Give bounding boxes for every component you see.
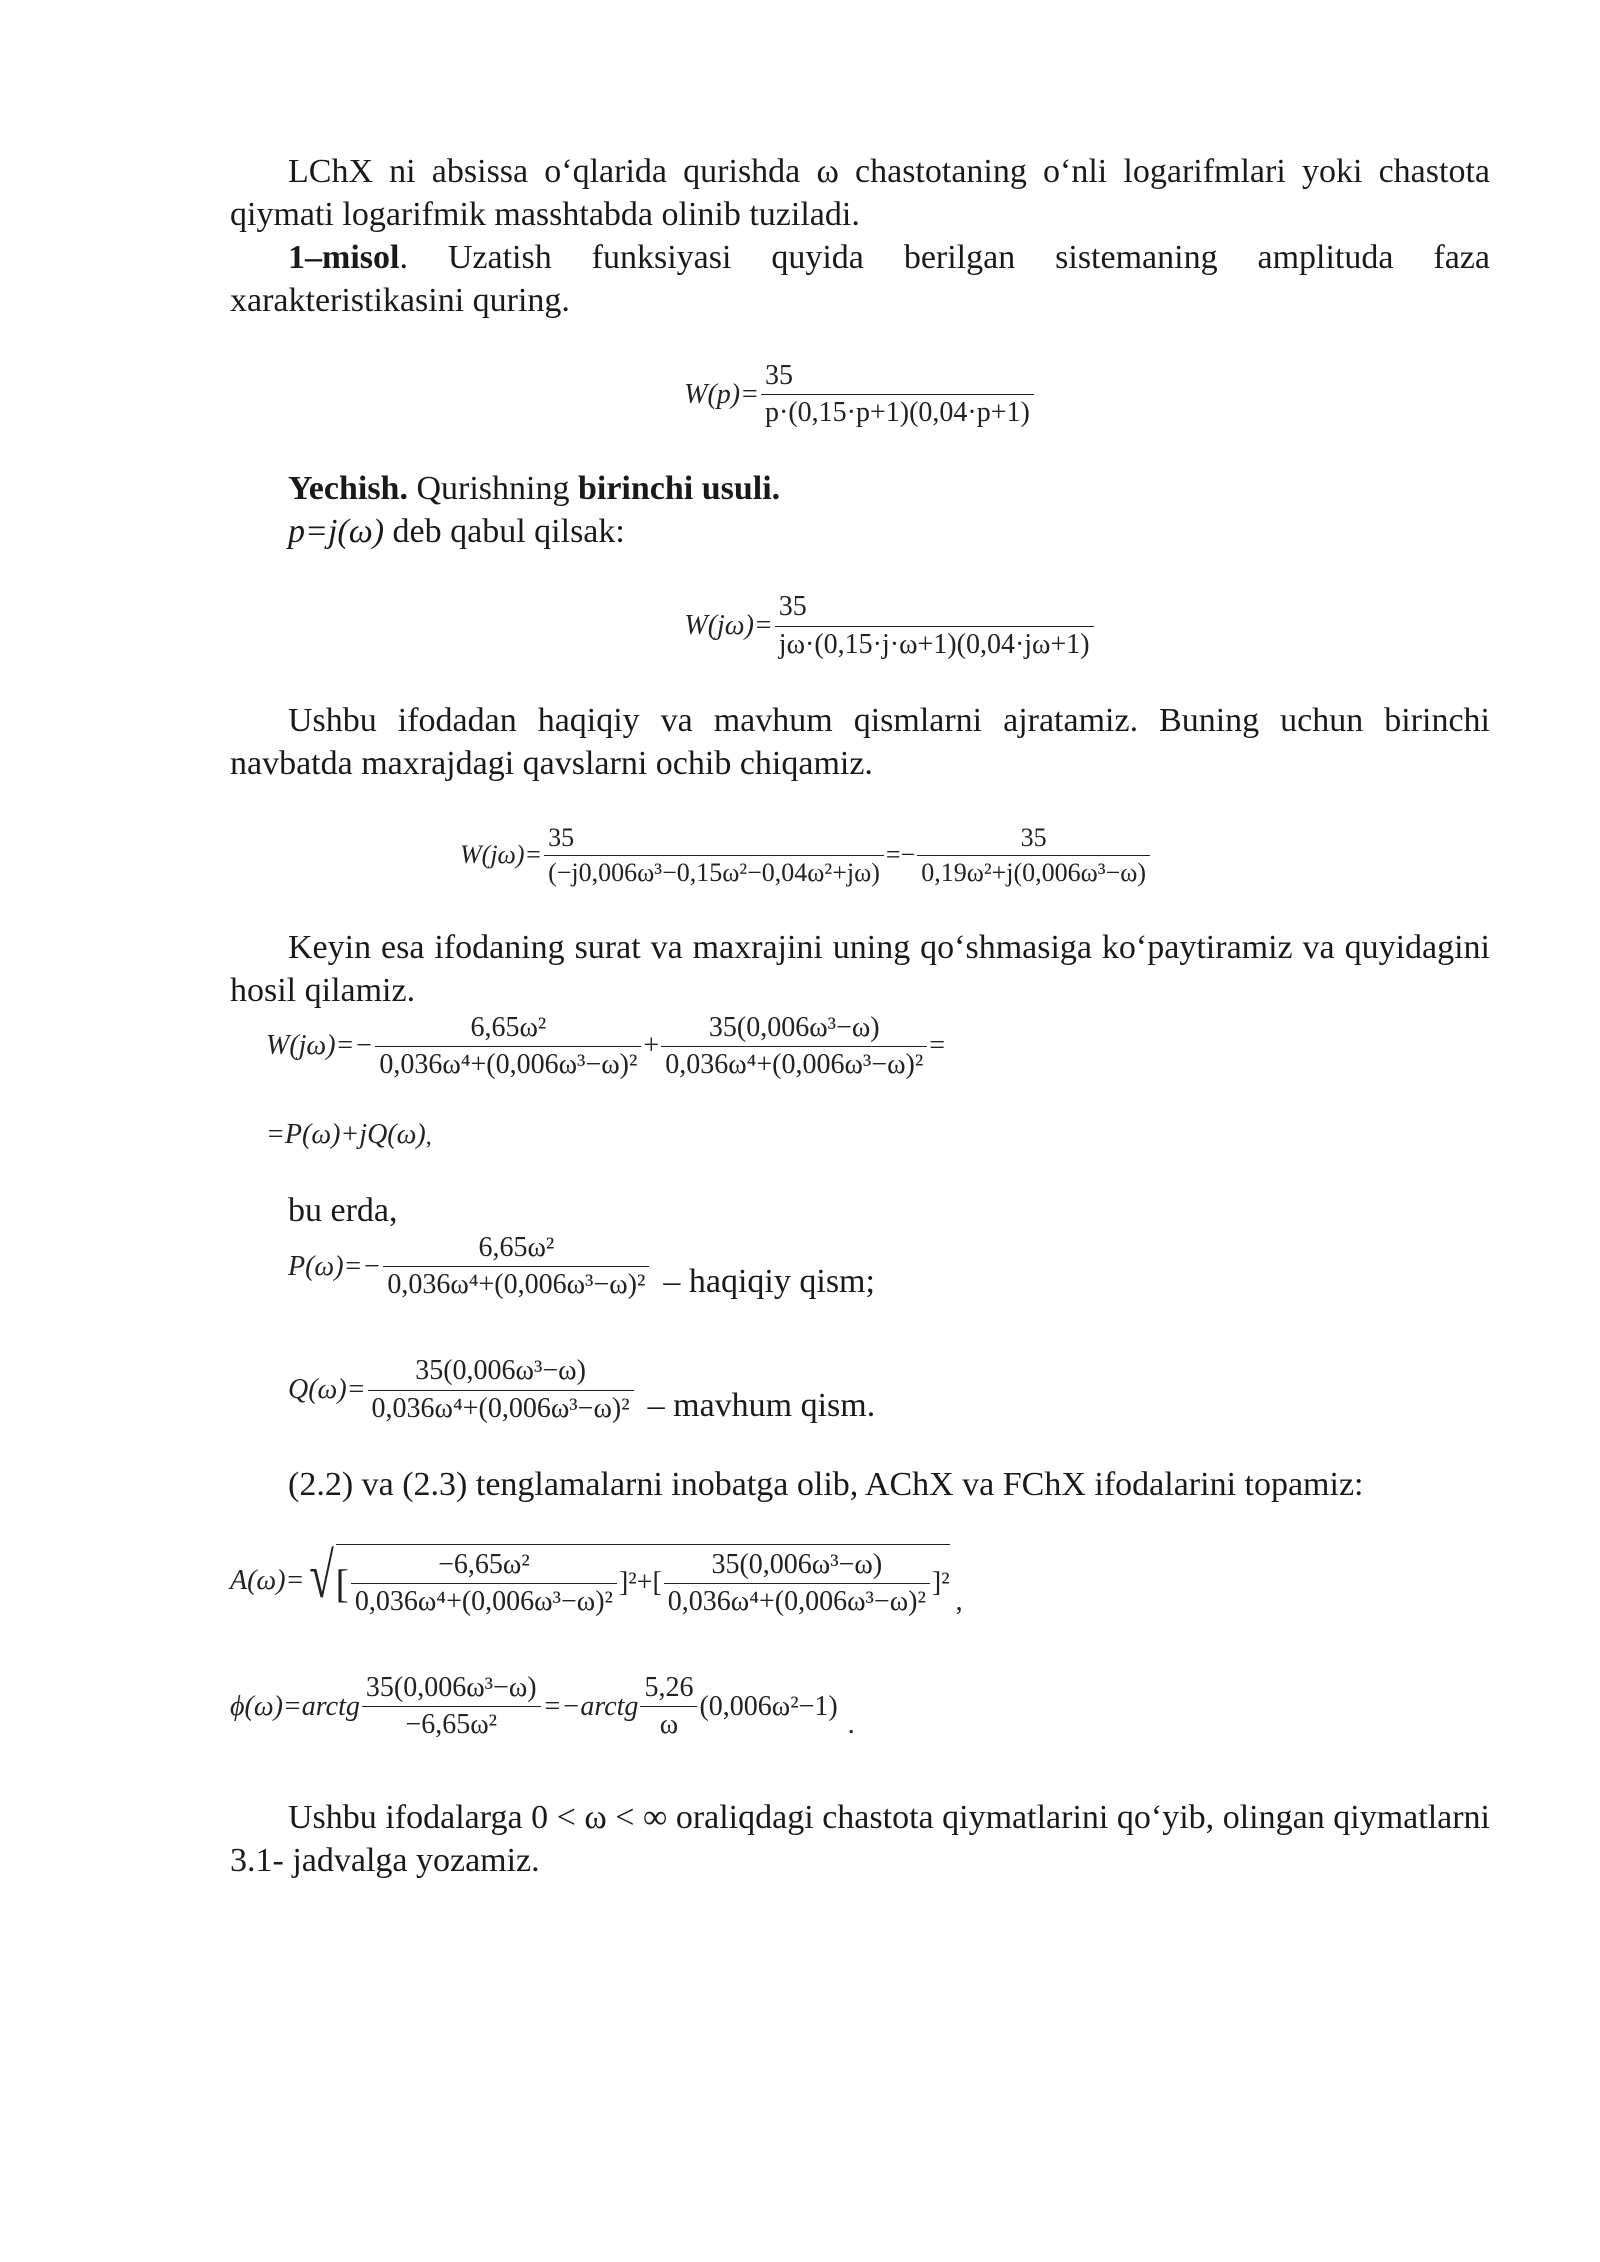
equation-frequency-form [230, 591, 1490, 660]
eq4-numerator-1: 6,65ω² [375, 1012, 641, 1047]
paragraph-lchx: LChX ni absissa o‘qlarida qurishda ω chastotaning o‘nli logarifmlari yoki chastota qiymati logarifmik masshtabda olinib tuziladi. [230, 153, 1490, 233]
eq4-denominator-2: 0,036ω⁴+(0,006ω³−ω)² [665, 1048, 924, 1080]
eqQ-description: – mavhum qism. [647, 1386, 876, 1424]
paragraph-solution [230, 467, 1490, 510]
eq2-denominator: jω·(0,15·j·ω+1)(0,04·jω+1) [778, 628, 1090, 660]
eq4-plus: + [643, 1030, 660, 1062]
eq3-lhs: W(jω)= [460, 840, 543, 870]
solution-label: Yechish. [288, 470, 408, 508]
eqP-description: – haqiqiy qism; [663, 1263, 875, 1301]
eq2-numerator: 35 [775, 591, 1094, 626]
paragraph-separate-parts: Ushbu ifodadan haqiqiy va mavhum qismlarni ajratamiz. Buning uchun birinchi navbatda maxrajdagi qavslarni ochib chiqamiz. [230, 701, 1490, 782]
eq1-numerator: 35 [761, 360, 1034, 395]
eq5-expr: =P(ω)+jQ(ω) [266, 1118, 426, 1150]
substitution-expr: p=j(ω) [288, 513, 385, 551]
eqA-middle: ]²+[ [618, 1567, 662, 1599]
eq3-numerator-1: 35 [544, 823, 884, 856]
solution-method: birinchi usuli. [577, 470, 781, 508]
eq2-lhs: W(jω)= [684, 609, 773, 641]
eq3-numerator-2: 35 [917, 823, 1150, 856]
eqQ-denominator: 0,036ω⁴+(0,006ω³−ω)² [371, 1392, 630, 1424]
eq1-lhs: W(p)= [684, 378, 759, 410]
equation-amplitude [230, 1539, 1490, 1618]
eq4-lhs: W(jω)=− [266, 1030, 374, 1062]
eq3-denominator-2: 0,19ω²+j(0,006ω³−ω) [921, 857, 1146, 887]
eqA-close: ]² [931, 1567, 950, 1599]
eqA-numerator-1: −6,65ω² [351, 1549, 617, 1584]
example-text: . Uzatish funksiyasi quyida berilgan sistemaning amplituda faza xarakteristikasini quring. [230, 239, 1490, 319]
eq4-equals: = [929, 1030, 946, 1062]
eq5-comma: , [425, 1123, 432, 1150]
example-label: 1–misol [288, 239, 400, 276]
eqA-denominator-1: 0,036ω⁴+(0,006ω³−ω)² [354, 1586, 613, 1618]
eqA-denominator-2: 0,036ω⁴+(0,006ω³−ω)² [667, 1586, 926, 1618]
eqA-numerator-2: 35(0,006ω³−ω) [664, 1549, 930, 1584]
equation-real-part [230, 1232, 1490, 1301]
eq4-numerator-2: 35(0,006ω³−ω) [661, 1012, 927, 1047]
eqPhi-denominator-2: ω [659, 1709, 679, 1741]
eqP-numerator: 6,65ω² [383, 1232, 649, 1267]
document-page [230, 150, 1490, 1882]
paragraph-table-values: Ushbu ifodalarga 0 < ω < ∞ oraliqdagi chastota qiymatlarini qo‘yib, olingan qiymatlarni 3.1- jadvalga yozamiz. [230, 1798, 1490, 1879]
eq4-denominator-1: 0,036ω⁴+(0,006ω³−ω)² [379, 1048, 638, 1080]
eqPhi-numerator-2: 5,26 [640, 1672, 697, 1707]
equation-rationalized [230, 1012, 1490, 1081]
solution-text: Qurishning [407, 470, 578, 508]
equation-expanded [230, 823, 1490, 888]
paragraph-achx-fchx: (2.2) va (2.3) tenglamalarni inobatga olib, AChX va FChX ifodalarini topamiz: [288, 1465, 1364, 1503]
eqA-open-bracket: [ [335, 1560, 349, 1606]
equation-imaginary-part [230, 1355, 1490, 1424]
eq3-middle: =− [885, 840, 916, 870]
eqPhi-middle: =−arctg [542, 1690, 639, 1722]
eq3-denominator-1: (−j0,006ω³−0,15ω²−0,04ω²+jω) [548, 857, 880, 887]
eqPhi-rest: (0,006ω²−1) [699, 1690, 838, 1722]
square-root: √ [ $\frac{\text{−6,65ω²}}{\text{0,036ω⁴+(0,006ω³−ω)²}}$ ]²+[ $\frac{\text{35(0,006ω³−ω)}}{\text{0,036ω⁴+(0,006ω³−ω)²}}$ ]² [309, 1539, 950, 1618]
paragraph-example [230, 236, 1490, 322]
equation-phase [230, 1672, 1490, 1741]
equation-p-plus-jq [230, 1119, 1490, 1151]
eqP-denominator: 0,036ω⁴+(0,006ω³−ω)² [387, 1269, 646, 1301]
paragraph-substitution [230, 510, 1490, 553]
eqP-lhs: P(ω)=− [288, 1250, 382, 1282]
eqPhi-lhs: ϕ(ω)=arctg [230, 1690, 360, 1722]
eqPhi-period: . [847, 1709, 855, 1741]
eq1-denominator: p·(0,15·p+1)(0,04·p+1) [765, 397, 1030, 429]
eqA-comma: , [955, 1586, 963, 1618]
paragraph-where: bu erda, [288, 1192, 398, 1230]
eqQ-lhs: Q(ω)= [288, 1374, 366, 1406]
eqA-lhs: A(ω)= [230, 1564, 305, 1596]
equation-transfer-function [230, 360, 1490, 429]
eqPhi-denominator-1: −6,65ω² [405, 1709, 498, 1741]
eqPhi-numerator-1: 35(0,006ω³−ω) [362, 1672, 541, 1707]
substitution-text: deb qabul qilsak: [384, 513, 625, 551]
eqQ-numerator: 35(0,006ω³−ω) [368, 1355, 634, 1390]
paragraph-conjugate: Keyin esa ifodaning surat va maxrajini uning qo‘shmasiga ko‘paytiramiz va quyidagini hosil qilamiz. [230, 928, 1490, 1009]
